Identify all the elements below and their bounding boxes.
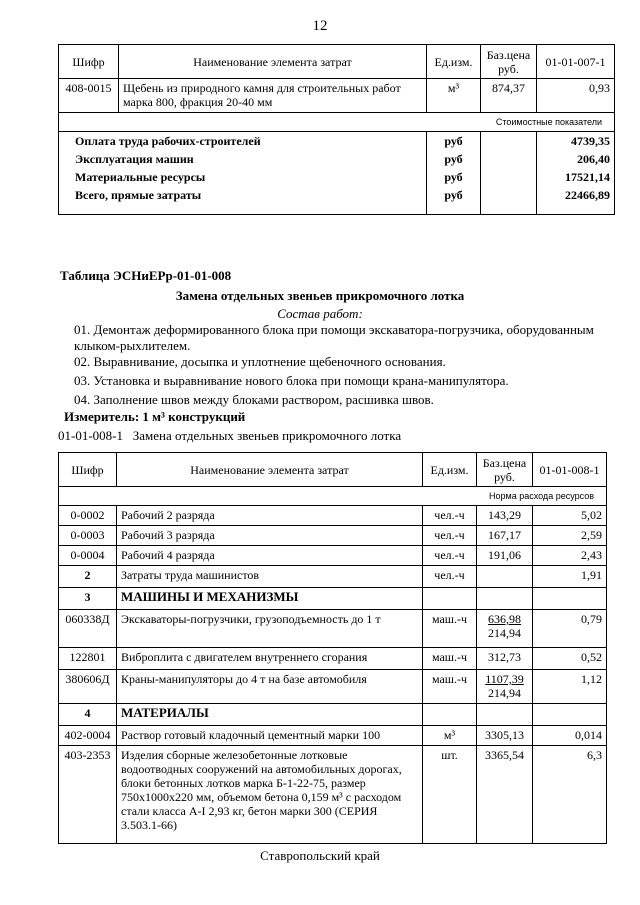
- cell-unit: чел.-ч: [423, 526, 477, 546]
- composition-step: 01. Демонтаж деформированного блока при помощи экскаватора-погрузчика, оборудованным клыком-рыхлителем.: [74, 322, 594, 353]
- cell-value: 5,02: [533, 506, 607, 526]
- cell-value: 2,59: [533, 526, 607, 546]
- cost-table-1: [58, 44, 615, 215]
- table-row: [59, 746, 607, 844]
- cell-price: 143,29: [477, 506, 533, 526]
- summary-label: Материальные ресурсы: [59, 168, 427, 186]
- table-row: [59, 79, 615, 113]
- cell-price: 636,98: [488, 612, 521, 626]
- header-name: Наименование элемента затрат: [119, 45, 427, 79]
- table-row: [59, 526, 607, 546]
- cell-code: 2: [59, 566, 117, 588]
- cell-value: 1,12: [533, 670, 607, 704]
- table-row: [59, 566, 607, 588]
- header-price: Баз.цена руб.: [481, 45, 537, 79]
- cell-code: 060338Д: [59, 610, 117, 648]
- page-footer-region: Ставропольский край: [260, 848, 380, 863]
- composition-step: 02. Выравнивание, досыпка и уплотнение щебеночного основания.: [74, 354, 446, 369]
- cell-code: 122801: [59, 648, 117, 670]
- summary-value: 17521,14: [537, 168, 615, 186]
- cell-name: Виброплита с двигателем внутреннего сгорания: [117, 648, 423, 670]
- summary-row: [59, 132, 615, 151]
- cell-price: 874,37: [481, 79, 537, 113]
- cell-code: 4: [59, 704, 117, 726]
- cell-name: Щебень из природного камня для строительных работ марка 800, фракция 20-40 мм: [119, 79, 427, 113]
- cell-unit: маш.-ч: [423, 670, 477, 704]
- cell-code: 403-2353: [59, 746, 117, 844]
- header-norm-code: 01-01-007-1: [537, 45, 615, 79]
- header-name: Наименование элемента затрат: [117, 453, 423, 487]
- summary-unit: руб: [427, 186, 481, 214]
- table-header-row: [59, 45, 615, 79]
- summary-row: [59, 150, 615, 168]
- summary-label: Оплата труда рабочих-строителей: [59, 132, 427, 151]
- cell-code: 0-0004: [59, 546, 117, 566]
- norm-item: 01-01-008-1 Замена отдельных звеньев прикромочного лотка: [58, 428, 402, 443]
- summary-value: 4739,35: [537, 132, 615, 151]
- cell-value: 0,014: [533, 726, 607, 746]
- norm-label: Норма расхода ресурсов: [59, 487, 607, 506]
- cell-unit: маш.-ч: [423, 648, 477, 670]
- header-code: Шифр: [59, 45, 119, 79]
- cell-unit: чел.-ч: [423, 566, 477, 588]
- table-row: [59, 670, 607, 704]
- cell-unit: чел.-ч: [423, 546, 477, 566]
- composition-step: 03. Установка и выравнивание нового блока при помощи крана-манипулятора.: [74, 373, 509, 388]
- summary-row: [59, 168, 615, 186]
- measure-unit: Измеритель: 1 м³ конструкций: [64, 409, 246, 424]
- summary-label: Эксплуатация машин: [59, 150, 427, 168]
- cell-name: Краны-манипуляторы до 4 т на базе автомобиля: [117, 670, 423, 704]
- cell-name: Затраты труда машинистов: [117, 566, 423, 588]
- cell-unit: чел.-ч: [423, 506, 477, 526]
- cell-value: 6,3: [533, 746, 607, 844]
- cell-code: 402-0004: [59, 726, 117, 746]
- header-code: Шифр: [59, 453, 117, 487]
- cell-name: Рабочий 2 разряда: [117, 506, 423, 526]
- table-header-row: [59, 453, 607, 487]
- cell-name: Изделия сборные железобетонные лотковые водоотводных сооружений на автомобильных дорогах, блоки бетонных лотков марка Б-1-22-75, размер 750x1000x220 мм, объемом бетона 0,159 м³ с расходом стали класса А-I 2,93 кг, бетон марки 300 (СЕРИЯ 3.503.1-66): [117, 746, 423, 844]
- summary-value: 22466,89: [537, 186, 615, 214]
- cell-unit: м³: [423, 726, 477, 746]
- composition-title: Состав работ:: [277, 306, 363, 321]
- section-label-row: [59, 113, 615, 132]
- summary-unit: руб: [427, 150, 481, 168]
- cell-code: 408-0015: [59, 79, 119, 113]
- cell-name: Рабочий 4 разряда: [117, 546, 423, 566]
- cell-code: 0-0002: [59, 506, 117, 526]
- cell-unit: шт.: [423, 746, 477, 844]
- table-row: [59, 506, 607, 526]
- header-price: Баз.цена руб.: [477, 453, 533, 487]
- cell-code: 0-0003: [59, 526, 117, 546]
- summary-label: Всего, прямые затраты: [59, 186, 427, 214]
- table-row: [59, 610, 607, 648]
- cell-code: 380606Д: [59, 670, 117, 704]
- header-unit: Ед.изм.: [427, 45, 481, 79]
- work-title: Замена отдельных звеньев прикромочного лотка: [175, 288, 465, 303]
- cell-value: 0,93: [537, 79, 615, 113]
- group-row: [59, 588, 607, 610]
- header-norm-code: 01-01-008-1: [533, 453, 607, 487]
- summary-unit: руб: [427, 168, 481, 186]
- cell-price-secondary: 214,94: [488, 626, 521, 640]
- cell-price: 1107,39: [485, 672, 524, 686]
- composition-step: 04. Заполнение швов между блоками раствором, расшивка швов.: [74, 392, 434, 407]
- group-title: МАТЕРИАЛЫ: [117, 704, 423, 726]
- cell-name: Рабочий 3 разряда: [117, 526, 423, 546]
- cell-value: 1,91: [533, 566, 607, 588]
- page-number: 12: [312, 18, 328, 34]
- cell-price: 3305,13: [477, 726, 533, 746]
- table-row: [59, 546, 607, 566]
- cell-unit: м³: [427, 79, 481, 113]
- cell-price: [477, 566, 533, 588]
- cell-price: 191,06: [477, 546, 533, 566]
- table-row: [59, 726, 607, 746]
- cell-price: 3365,54: [477, 746, 533, 844]
- cell-value: 2,43: [533, 546, 607, 566]
- header-unit: Ед.изм.: [423, 453, 477, 487]
- summary-row: [59, 186, 615, 214]
- cell-value: 0,79: [533, 610, 607, 648]
- cell-name: Экскаваторы-погрузчики, грузоподъемность до 1 т: [117, 610, 423, 648]
- cost-table-2: [58, 452, 607, 844]
- cell-price: 312,73: [477, 648, 533, 670]
- section-label: Стоимостные показатели: [59, 113, 615, 132]
- cell-price-secondary: 214,94: [488, 686, 521, 700]
- cell-code: 3: [59, 588, 117, 610]
- summary-value: 206,40: [537, 150, 615, 168]
- cell-value: 0,52: [533, 648, 607, 670]
- norm-label-row: [59, 487, 607, 506]
- cell-name: Раствор готовый кладочный цементный марки 100: [117, 726, 423, 746]
- table-title: Таблица ЭСНиЕРр-01-01-008: [60, 268, 232, 283]
- group-title: МАШИНЫ И МЕХАНИЗМЫ: [117, 588, 423, 610]
- group-row: [59, 704, 607, 726]
- table-row: [59, 648, 607, 670]
- cell-price: 167,17: [477, 526, 533, 546]
- summary-unit: руб: [427, 132, 481, 151]
- cell-unit: маш.-ч: [423, 610, 477, 648]
